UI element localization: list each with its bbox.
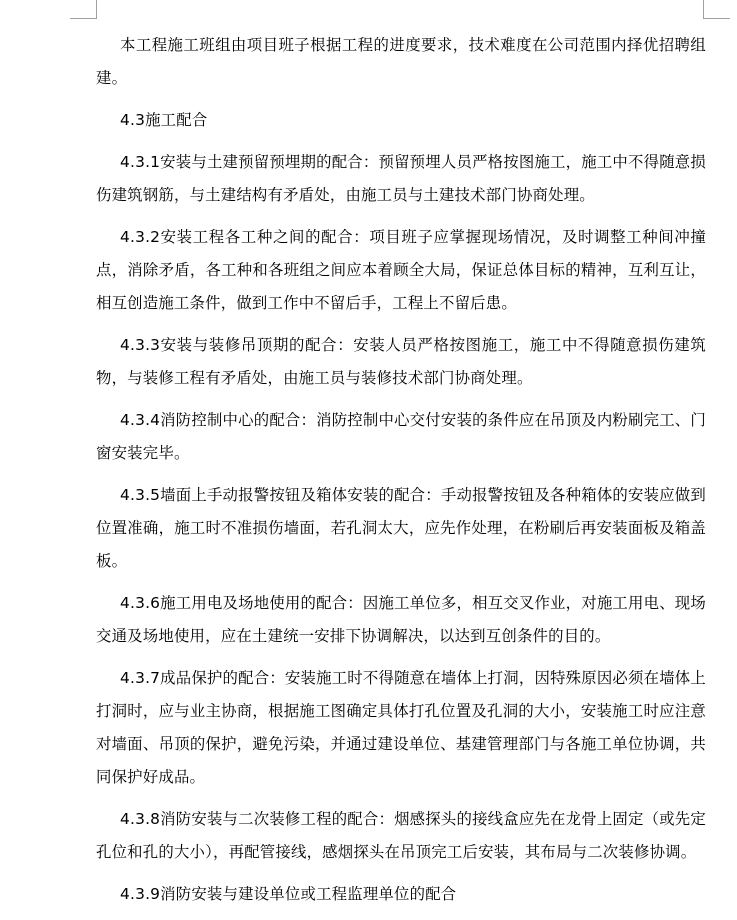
paragraph-4-3-1: 4.3.1安装与土建预留预埋期的配合：预留预埋人员严格按图施工，施工中不得随意损伤建筑钢筋，与土建结构有矛盾处，由施工员与土建技术部门协商处理。 <box>96 153 706 204</box>
paragraph-4-3-8: 4.3.8消防安装与二次装修工程的配合：烟感探头的接线盒应先在龙骨上固定（或先定孔位和孔的大小），再配管接线，感烟探头在吊顶完工后安装，其布局与二次装修协调。 <box>96 810 706 861</box>
paragraph-4-3-9: 4.3.9消防安装与建设单位或工程监理单位的配合 <box>120 885 457 903</box>
paragraph-4-3-4: 4.3.4消防控制中心的配合：消防控制中心交付安装的条件应在吊顶及内粉刷完工、门窗安装完毕。 <box>96 411 706 462</box>
paragraph-4-3-2: 4.3.2安装工程各工种之间的配合：项目班子应掌握现场情况，及时调整工种间冲撞点，消除矛盾，各工种和各班组之间应本着顾全大局，保证总体目标的精神，互利互让，相互创造施工条件，做到工作中不留后手，工程上不留后患。 <box>96 228 706 312</box>
margin-corner-mark-left <box>70 0 97 19</box>
document-body <box>96 29 706 920</box>
paragraph-intro: 本工程施工班组由项目班子根据工程的进度要求，技术难度在公司范围内择优招聘组建。 <box>96 36 706 87</box>
paragraph-4-3-6: 4.3.6施工用电及场地使用的配合：因施工单位多，相互交叉作业，对施工用电、现场交通及场地使用，应在土建统一安排下协调解决，以达到互创条件的目的。 <box>96 594 706 645</box>
paragraph-4-3-3: 4.3.3安装与装修吊顶期的配合：安装人员严格按图施工，施工中不得随意损伤建筑物，与装修工程有矛盾处，由施工员与装修技术部门协商处理。 <box>96 336 706 387</box>
paragraph-4-3-5: 4.3.5墙面上手动报警按钮及箱体安装的配合：手动报警按钮及各种箱体的安装应做到位置准确，施工时不准损伤墙面，若孔洞太大，应先作处理，在粉刷后再安装面板及箱盖板。 <box>96 486 706 570</box>
section-heading-4-3: 4.3施工配合 <box>120 111 208 129</box>
paragraph-4-3-7: 4.3.7成品保护的配合：安装施工时不得随意在墙体上打洞，因特殊原因必须在墙体上打洞时，应与业主协商，根据施工图确定具体打孔位置及孔洞的大小，安装施工时应注意对墙面、吊顶的保护，避免污染，并通过建设单位、基建管理部门与各施工单位协调，共同保护好成品。 <box>96 669 706 786</box>
margin-corner-mark-right <box>703 0 730 19</box>
